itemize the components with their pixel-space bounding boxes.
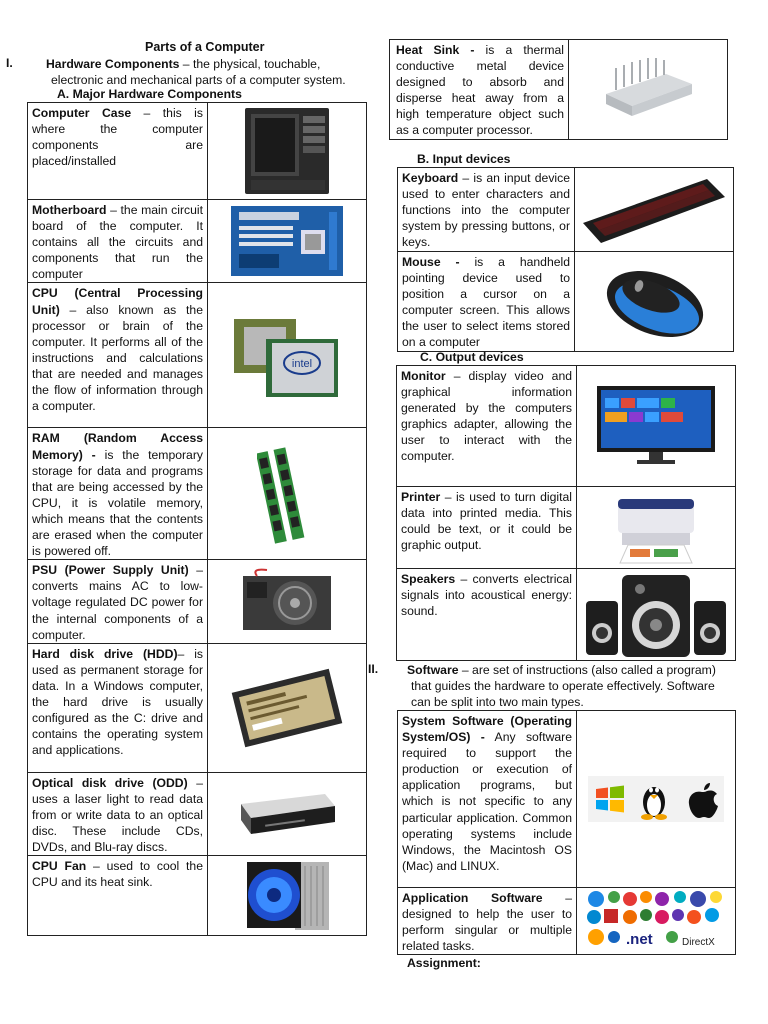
- table-cell-text: [28, 283, 208, 428]
- page-title: Parts of a Computer: [145, 40, 265, 54]
- directx-logo-text: DirectX: [682, 937, 715, 949]
- table-cell-text: [398, 252, 575, 352]
- component-name: Computer Case: [32, 106, 132, 120]
- assignment-label: Assignment:: [407, 956, 481, 970]
- component-name: Printer: [401, 490, 441, 504]
- table-cell-text: [397, 487, 577, 569]
- component-name: CPU (Central Processing Unit): [32, 286, 203, 317]
- component-name: Application Software: [402, 891, 543, 905]
- component-desc: – also known as the processor or brain of the computer. It performs all of the instructions and calculations that are needed and manages the flow of information through a computer.: [32, 302, 203, 414]
- component-name: PSU (Power Supply Unit): [32, 563, 189, 578]
- subheading-input: B. Input devices: [417, 152, 511, 166]
- major-hardware-table: [27, 102, 367, 936]
- component-desc: – used to cool the CPU and its heat sink.: [32, 859, 203, 890]
- printer-icon: [577, 487, 736, 569]
- table-row: [397, 366, 736, 487]
- computer-case-icon: [208, 103, 367, 200]
- table-cell-text: [398, 711, 577, 888]
- component-desc: is a handheld pointing device used to position a cursor on a computer screen. This allows the user to select items stored on a computer: [402, 255, 570, 350]
- component-desc: – the main circuit board of the computer. It contains all the circuits and components that run the computer: [32, 203, 203, 282]
- component-desc: – this is where the computer components are placed/installed: [32, 106, 203, 169]
- subheading-output: C. Output devices: [420, 350, 524, 364]
- table-cell-text: [398, 168, 575, 252]
- component-desc: – display video and graphical information generated by the computers graphics adapter, allowing the user to interact with the computer.: [401, 369, 572, 464]
- svg-text:intel: intel: [291, 358, 313, 371]
- cpu-fan-icon: [208, 856, 367, 936]
- table-row: [28, 103, 367, 200]
- optical-drive-icon: [208, 772, 367, 855]
- motherboard-icon: [208, 200, 367, 283]
- table-cell-text: [28, 560, 208, 643]
- component-name: Speakers: [401, 572, 456, 586]
- component-desc: – designed to help the user to perform singular or multiple related tasks.: [402, 891, 572, 954]
- mouse-icon: [575, 252, 734, 352]
- table-cell-text: [28, 772, 208, 855]
- component-desc: Any software required to support the production or execution of application programs, but which is not specific to any particular application. Common operating systems include Windows, the Macintosh OS (Mac) and LINUX.: [402, 730, 572, 873]
- component-desc: – is used as permanent storage for data. In a Windows computer, the hard drive is usually configured as the C: drive and contains the operating system and applications.: [32, 646, 203, 758]
- heat-sink-table: [389, 39, 728, 140]
- component-desc: – uses a laser light to read data from or write data to an optical disc. These include CDs, DVDs, and Blu-ray discs.: [32, 775, 203, 855]
- table-row: [390, 40, 728, 140]
- table-row: [28, 856, 367, 936]
- table-row: [28, 643, 367, 772]
- table-cell-text: [28, 643, 208, 772]
- component-name: Motherboard: [32, 203, 107, 217]
- component-name: Monitor: [401, 369, 446, 383]
- section-software-intro: [407, 662, 725, 678]
- input-devices-table: [397, 167, 734, 352]
- section-text: – are set of instructions (also called a program): [458, 663, 716, 677]
- table-row: [398, 168, 734, 252]
- table-row: [28, 428, 367, 560]
- component-name: CPU Fan: [32, 859, 87, 874]
- table-cell-text: [28, 428, 208, 560]
- table-cell-text: [397, 366, 577, 487]
- component-desc: is a thermal conductive metal device designed to absorb and disperse heat away from a high temperature object such as a computer processor.: [396, 43, 564, 138]
- table-row: [28, 283, 367, 428]
- table-row: [28, 772, 367, 855]
- net-logo-text: .net: [626, 931, 653, 949]
- table-row: [28, 200, 367, 283]
- section-text-line2: electronic and mechanical parts of a computer system.: [51, 73, 346, 87]
- component-desc: – converts mains AC to low-voltage regulated DC power for the internal components of a computer.: [32, 563, 204, 642]
- hdd-icon: [208, 643, 367, 772]
- table-row: [397, 569, 736, 661]
- section-heading: Software: [407, 663, 459, 677]
- table-row: [398, 711, 736, 888]
- component-name: RAM (Random Access Memory) -: [32, 431, 203, 462]
- component-name: Heat Sink -: [396, 43, 475, 57]
- table-cell-text: [28, 200, 208, 283]
- section-text-line2: that guides the hardware to operate effectively. Software: [411, 679, 715, 693]
- table-row: [398, 252, 734, 352]
- section-numeral: II.: [368, 662, 379, 676]
- component-name: System Software (Operating System/OS) -: [402, 714, 572, 745]
- component-name: Mouse -: [402, 255, 460, 269]
- cpu-icon: [208, 283, 367, 428]
- section-text: – the physical, touchable,: [179, 57, 321, 71]
- monitor-icon: [577, 366, 736, 487]
- table-cell-text: [28, 103, 208, 200]
- os-logos-icon: [577, 711, 736, 888]
- ram-icon: [208, 428, 367, 560]
- table-row: [398, 888, 736, 955]
- component-desc: – is used to turn digital data into printed media. This could be text, or it could be graphic output.: [401, 490, 572, 553]
- component-desc: – is an input device used to enter characters and functions into the computer system by pressing buttons, or keys.: [402, 171, 570, 250]
- psu-icon: [208, 560, 367, 643]
- component-desc: is the temporary storage for data and programs that are being accessed by the CPU, it is volatile memory, which means that the contents are erased when the computer is powered off.: [32, 447, 203, 559]
- table-row: [397, 487, 736, 569]
- section-hardware-intro: [46, 56, 360, 72]
- subheading-major: A. Major Hardware Components: [57, 87, 242, 101]
- table-cell-text: [390, 40, 569, 140]
- component-name: Keyboard: [402, 171, 459, 185]
- component-name: Hard disk drive (HDD): [32, 646, 178, 661]
- table-row: [28, 560, 367, 643]
- heat-sink-icon: [569, 40, 728, 140]
- keyboard-icon: [575, 168, 734, 252]
- speakers-icon: [577, 569, 736, 661]
- component-name: Optical disk drive (ODD): [32, 775, 188, 790]
- output-devices-table: [396, 365, 736, 661]
- table-cell-text: [28, 856, 208, 936]
- software-table: [397, 710, 736, 955]
- component-desc: – converts electrical signals into acoustical energy: sound.: [401, 572, 572, 619]
- section-text-line3: can be split into two main types.: [411, 695, 584, 709]
- section-heading: Hardware Components: [46, 57, 180, 71]
- table-cell-text: [398, 888, 577, 955]
- table-cell-text: [397, 569, 577, 661]
- section-numeral: I.: [6, 56, 13, 70]
- app-logos-icon: [577, 888, 736, 955]
